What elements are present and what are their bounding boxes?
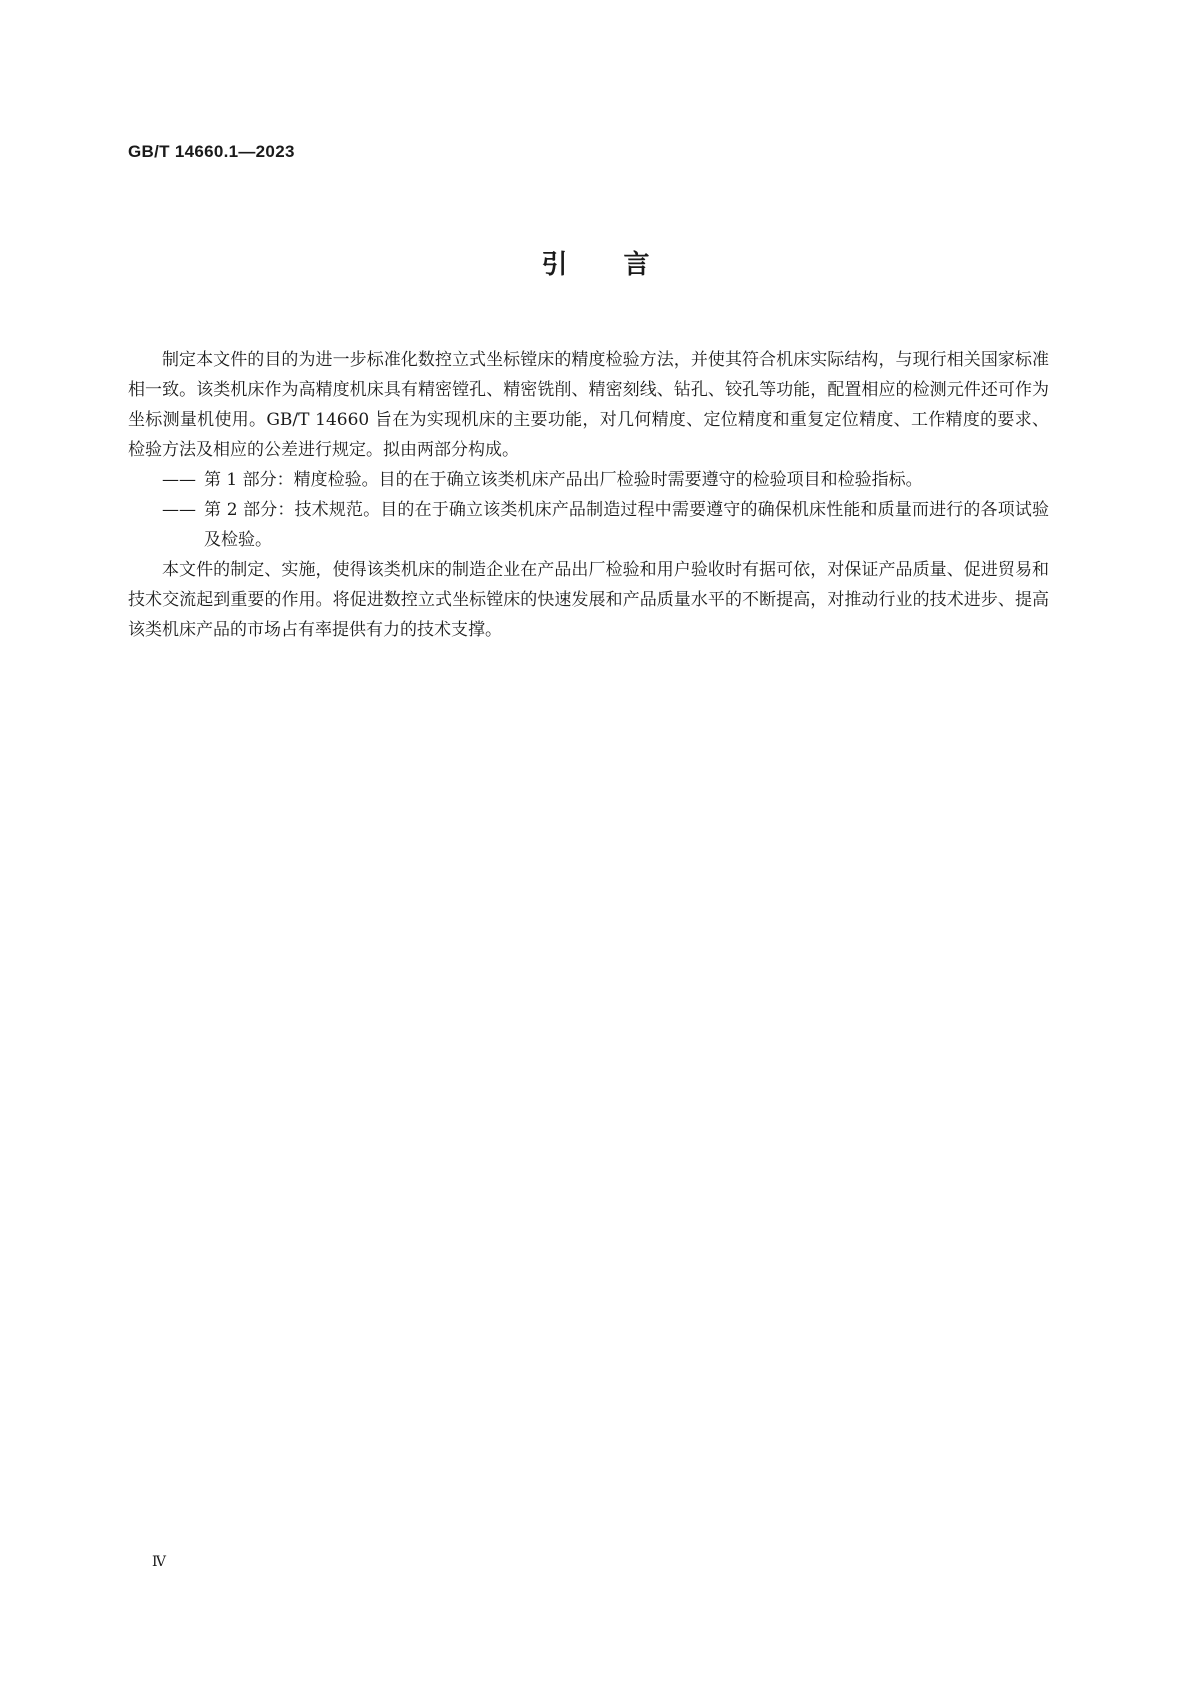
list-dash: —— <box>162 500 196 520</box>
list-item-text: 第 2 部分：技术规范。目的在于确立该类机床产品制造过程中需要遵守的确保机床性能和质量而进行的各项试验及检验。 <box>204 500 1049 550</box>
list-dash: —— <box>162 470 196 490</box>
list-item-text: 第 1 部分：精度检验。目的在于确立该类机床产品出厂检验时需要遵守的检验项目和检验指标。 <box>204 470 923 490</box>
standard-number: GB/T 14660.1—2023 <box>128 142 295 161</box>
list-item <box>128 495 1049 555</box>
intro-paragraph: 制定本文件的目的为进一步标准化数控立式坐标镗床的精度检验方法，并使其符合机床实际结构，与现行相关国家标准相一致。该类机床作为高精度机床具有精密镗孔、精密铣削、精密刻线、钻孔、铰孔等功能，配置相应的检测元件还可作为坐标测量机使用。GB/T 14660 旨在为实现机床的主要功能，对几何精度、定位精度和重复定位精度、工作精度的要求、检验方法及相应的公差进行规定。拟由两部分构成。 <box>128 350 1049 460</box>
page-number: Ⅳ <box>152 1554 166 1570</box>
list-item <box>128 465 1049 495</box>
page-title: 引言 <box>541 250 706 280</box>
closing-paragraph: 本文件的制定、实施，使得该类机床的制造企业在产品出厂检验和用户验收时有据可依，对保证产品质量、促进贸易和技术交流起到重要的作用。将促进数控立式坐标镗床的快速发展和产品质量水平的不断提高，对推动行业的技术进步、提高该类机床产品的市场占有率提供有力的技术支撑。 <box>128 560 1049 640</box>
body-text <box>128 345 1049 645</box>
